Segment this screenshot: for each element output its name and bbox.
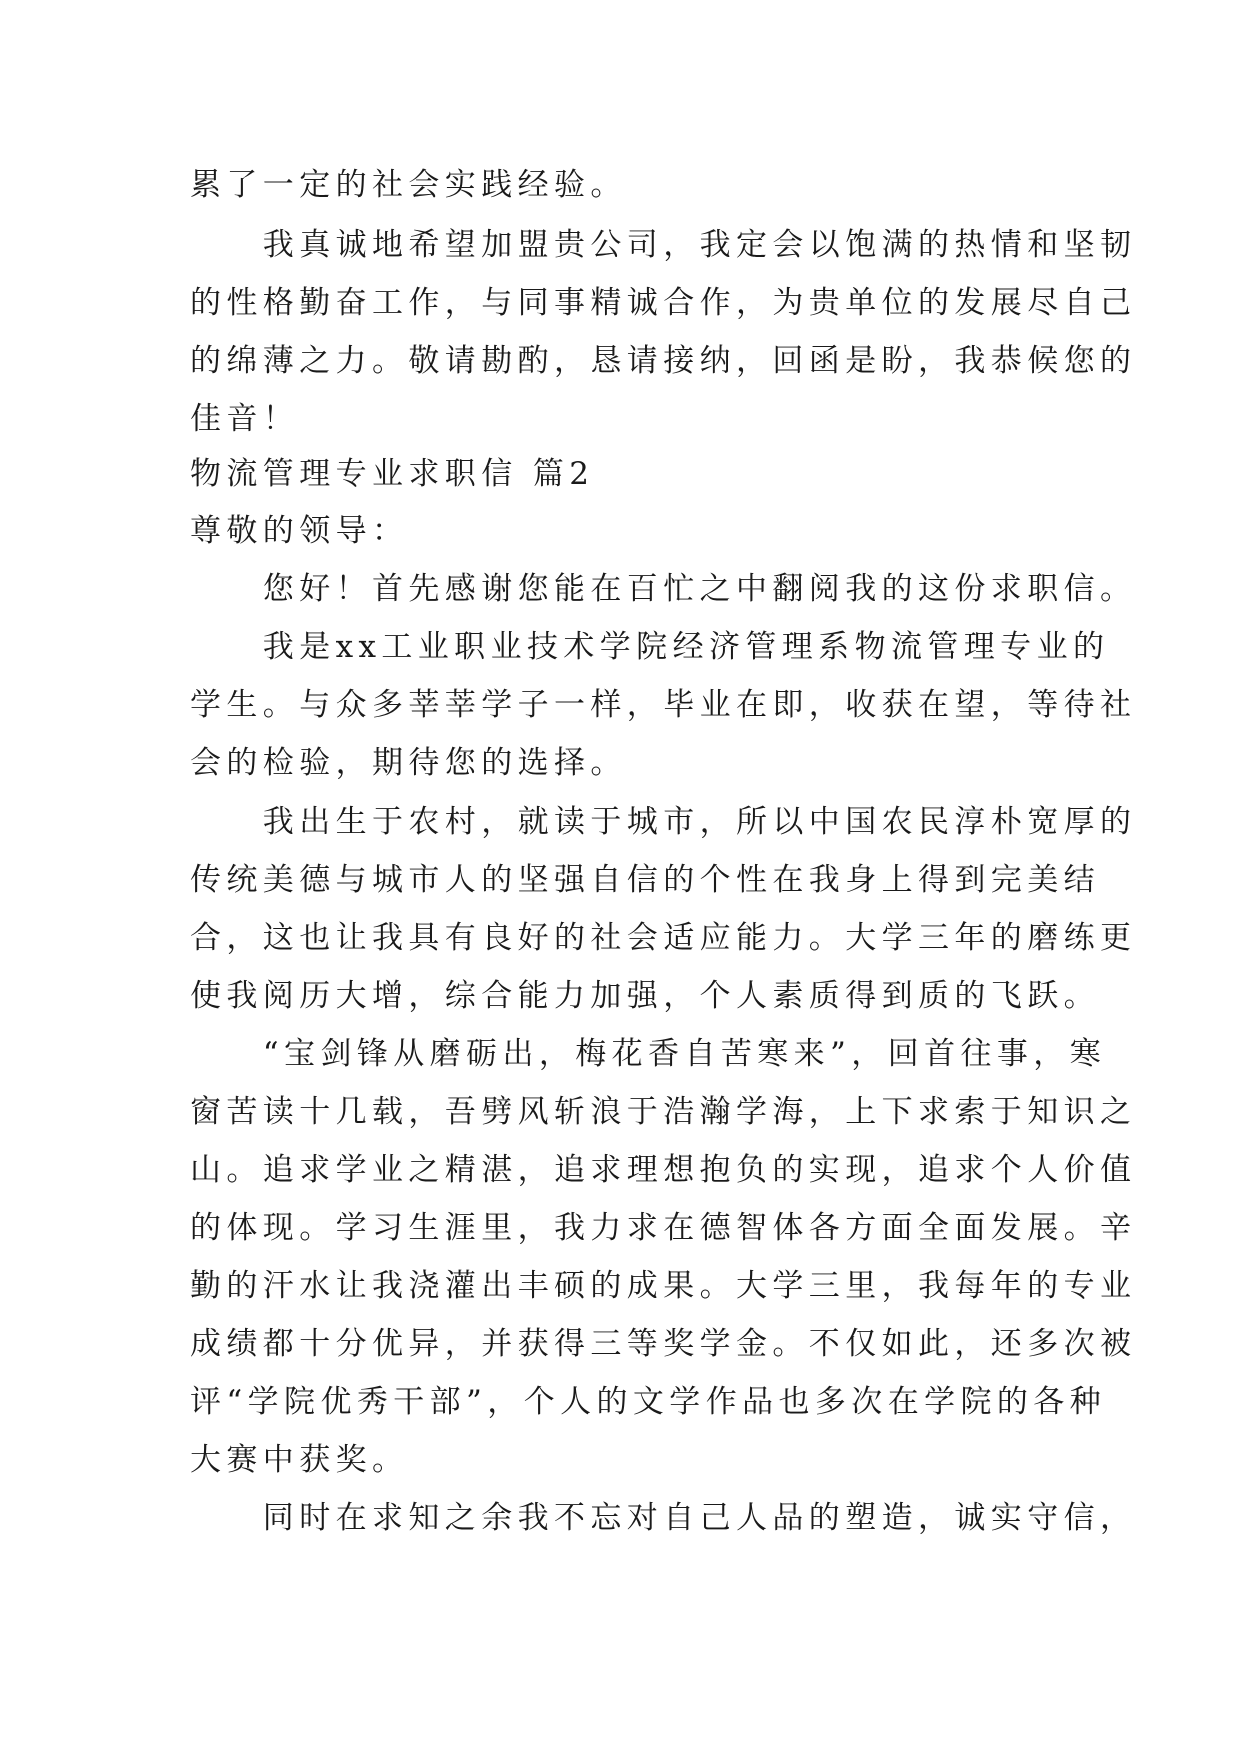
section-title: 物流管理专业求职信 篇2 (190, 456, 595, 492)
paragraph-line: 的性格勤奋工作，与同事精诚合作，为贵单位的发展尽自己 (190, 285, 1137, 321)
paragraph-line: 评“学院优秀干部”，个人的文学作品也多次在学院的各种 (190, 1384, 1107, 1420)
paragraph-line: 合，这也让我具有良好的社会适应能力。大学三年的磨练更 (190, 920, 1137, 956)
paragraph-line: 窗苦读十几载，吾劈风斩浪于浩瀚学海，上下求索于知识之 (190, 1094, 1137, 1130)
paragraph-line: 山。追求学业之精湛，追求理想抱负的实现，追求个人价值 (190, 1152, 1137, 1188)
paragraph-line: 使我阅历大增，综合能力加强，个人素质得到质的飞跃。 (190, 978, 1100, 1014)
paragraph-line: “宝剑锋从磨砺出，梅花香自苦寒来”，回首往事，寒 (190, 1036, 1107, 1072)
paragraph-line: 学生。与众多莘莘学子一样，毕业在即，收获在望，等待社 (190, 687, 1137, 723)
paragraph-line: 我出生于农村，就读于城市，所以中国农民淳朴宽厚的 (190, 804, 1137, 840)
paragraph-line: 勤的汗水让我浇灌出丰硕的成果。大学三里，我每年的专业 (190, 1268, 1137, 1304)
paragraph-line: 我真诚地希望加盟贵公司，我定会以饱满的热情和坚韧 (190, 227, 1137, 263)
paragraph-line: 成绩都十分优异，并获得三等奖学金。不仅如此，还多次被 (190, 1326, 1137, 1362)
paragraph-line: 的绵薄之力。敬请勘酌，恳请接纳，回函是盼，我恭候您的 (190, 343, 1137, 379)
paragraph-line: 您好！首先感谢您能在百忙之中翻阅我的这份求职信。 (190, 571, 1137, 607)
paragraph-line: 同时在求知之余我不忘对自己人品的塑造，诚实守信， (190, 1500, 1137, 1536)
paragraph-line: 累了一定的社会实践经验。 (190, 167, 627, 203)
paragraph-line: 会的检验，期待您的选择。 (190, 745, 627, 781)
salutation: 尊敬的领导： (190, 513, 409, 549)
paragraph-line: 传统美德与城市人的坚强自信的个性在我身上得到完美结 (190, 862, 1100, 898)
paragraph-line: 大赛中获奖。 (190, 1442, 409, 1478)
paragraph-line: 佳音！ (190, 401, 300, 437)
paragraph-line: 的体现。学习生涯里，我力求在德智体各方面全面发展。辛 (190, 1210, 1137, 1246)
paragraph-line: 我是xx工业职业技术学院经济管理系物流管理专业的 (190, 629, 1110, 665)
